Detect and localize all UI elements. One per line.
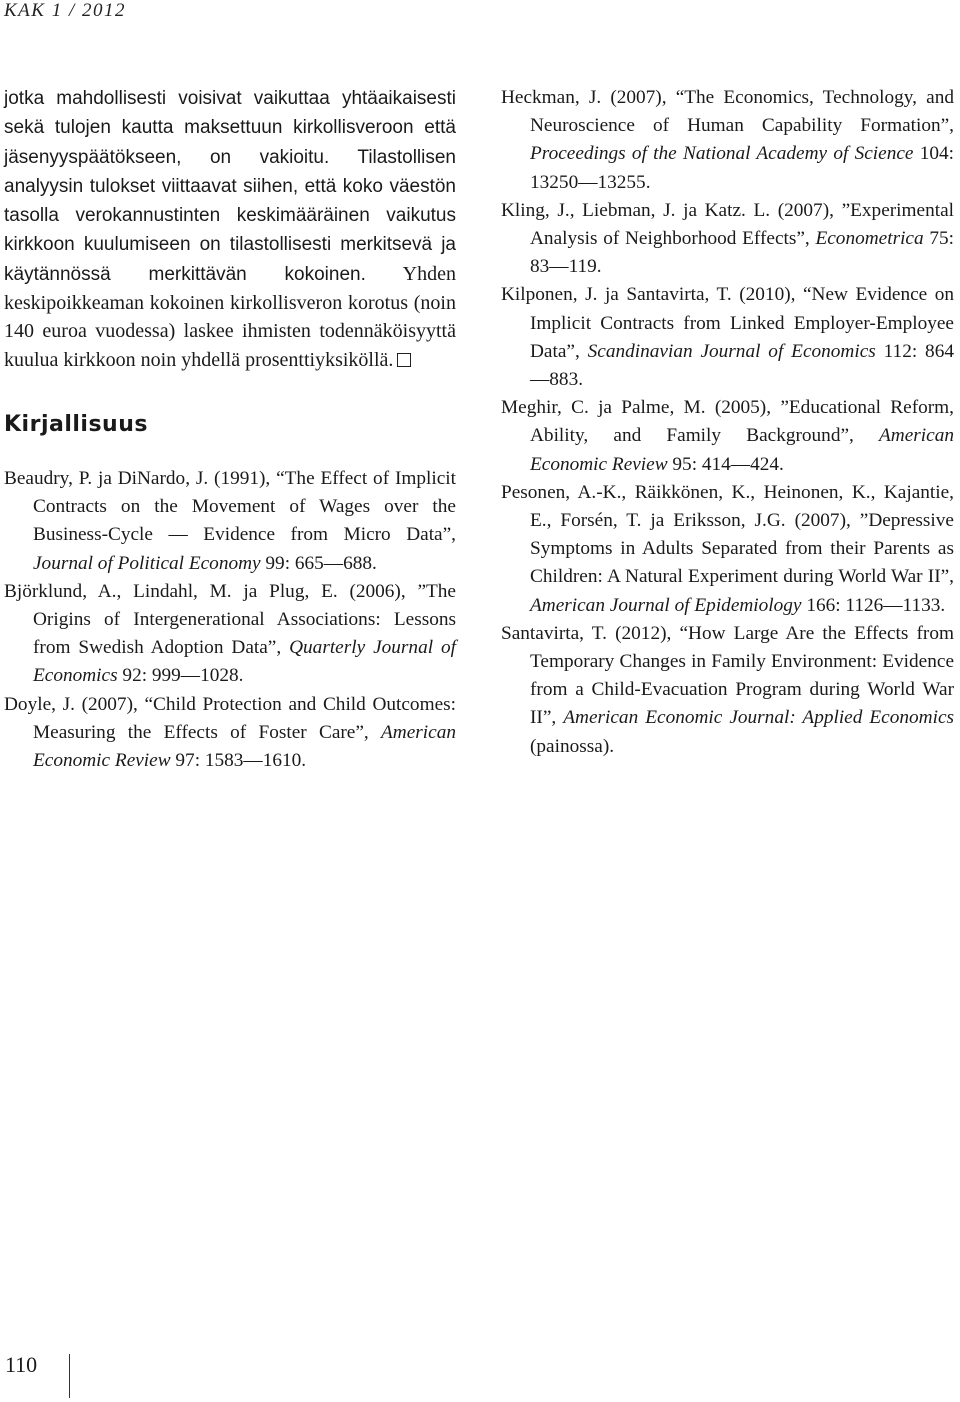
body-text-serif: Yhden keskipoikkeaman kokoinen kirkollisveron korotus (noin 140 euroa vuodessa) laskee ihmisten todennäköisyyttä kuulua kirkkoon noin yhdellä prosenttiyksiköllä. [4,262,456,371]
reference-list-left [4,465,456,775]
reference-volume-pages: 112: 864—883. [530,340,954,391]
reference-item [501,281,954,394]
reference-item [4,691,456,776]
reference-volume-pages: (painossa). [530,735,615,757]
right-column [501,84,954,761]
reference-volume-pages: 99: 665—688. [260,552,377,574]
reference-journal: Scandinavian Journal of Economics [587,340,876,362]
reference-volume-pages: 104: 13250—13255. [530,143,954,193]
reference-text: Doyle, J. (2007), “Child Protection and Child Outcomes: Measuring the Effects of Foster Care”, [4,693,456,743]
body-paragraph [4,84,456,374]
reference-text: Kling, J., Liebman, J. ja Katz. L. (2007), ”Experimental Analysis of Neighborhood Effects”, [501,199,954,250]
reference-journal: Quarterly Journal of Economics [33,637,456,687]
reference-item [501,479,954,620]
reference-journal: American Journal of Epidemiology [530,594,802,616]
section-heading: Kirjallisuus [4,411,148,437]
running-head: KAK 1 / 2012 [4,0,126,21]
reference-text: Meghir, C. ja Palme, M. (2005), ”Educational Reform, Ability, and Family Background”, [501,397,954,447]
folio-divider [69,1354,70,1398]
body-text-sans: jotka mahdollisesti voisivat vaikuttaa yhtäaikaisesti sekä tulojen kautta maksettuun kirkollisveroon että jäsenyyspäätökseen, on vakioitu. Tilastollisen analyysin tulokset viittaavat siihen, että koko väestön tasolla verokannustinten keskimääräinen vaikutus kirkkoon kuulumiseen on tilastollisesti merkitsevä ja käytännössä merkittävän kokoinen. [4,88,456,285]
reference-journal: Journal of Political Economy [33,552,261,574]
reference-item [501,197,954,282]
reference-text: Kilponen, J. ja Santavirta, T. (2010), “New Evidence on Implicit Contracts from Linked Employer-Employee Data”, [501,284,954,362]
reference-volume-pages: 75: 83—119. [530,228,954,278]
reference-item [4,465,456,578]
reference-journal: Proceedings of the National Academy of Science [530,143,914,165]
page-number: 110 [5,1352,38,1377]
reference-journal: Econometrica [815,228,924,250]
reference-volume-pages: 95: 414—424. [667,453,784,475]
left-column [4,84,456,775]
reference-volume-pages: 97: 1583—1610. [170,750,307,771]
reference-text: Beaudry, P. ja DiNardo, J. (1991), “The Effect of Implicit Contracts on the Movement of Wages over the Business-Cycle — Evidence from Micro Data”, [4,467,456,546]
reference-volume-pages: 166: 1126—1133. [801,594,946,616]
reference-item [501,84,954,197]
reference-item [4,578,456,691]
end-of-article-square-icon [397,353,411,367]
reference-item [501,394,954,479]
reference-text: Santavirta, T. (2012), “How Large Are the Effects from Temporary Changes in Family Environment: Evidence from a Child-Evacuation Program during World War II”, [501,622,954,729]
reference-volume-pages: 92: 999—1028. [117,665,244,687]
reference-list-right [501,84,954,761]
reference-journal: American Economic Review [33,721,456,771]
reference-text: Heckman, J. (2007), “The Economics, Technology, and Neuroscience of Human Capability Formation”, [501,87,954,137]
reference-journal: American Economic Review [530,425,954,475]
reference-text: Björklund, A., Lindahl, M. ja Plug, E. (2006), ”The Origins of Intergenerational Associations: Lessons from Swedish Adoption Data”, [4,580,456,659]
reference-journal: American Economic Journal: Applied Economics [563,707,955,729]
reference-text: Pesonen, A.-K., Räikkönen, K., Heinonen, K., Kajantie, E., Forsén, T. ja Eriksson, J.G. (2007), ”Depressive Symptoms in Adults Separated from their Parents as Children: A Natural Experiment during World War II”, [501,481,954,588]
reference-item [501,620,954,761]
